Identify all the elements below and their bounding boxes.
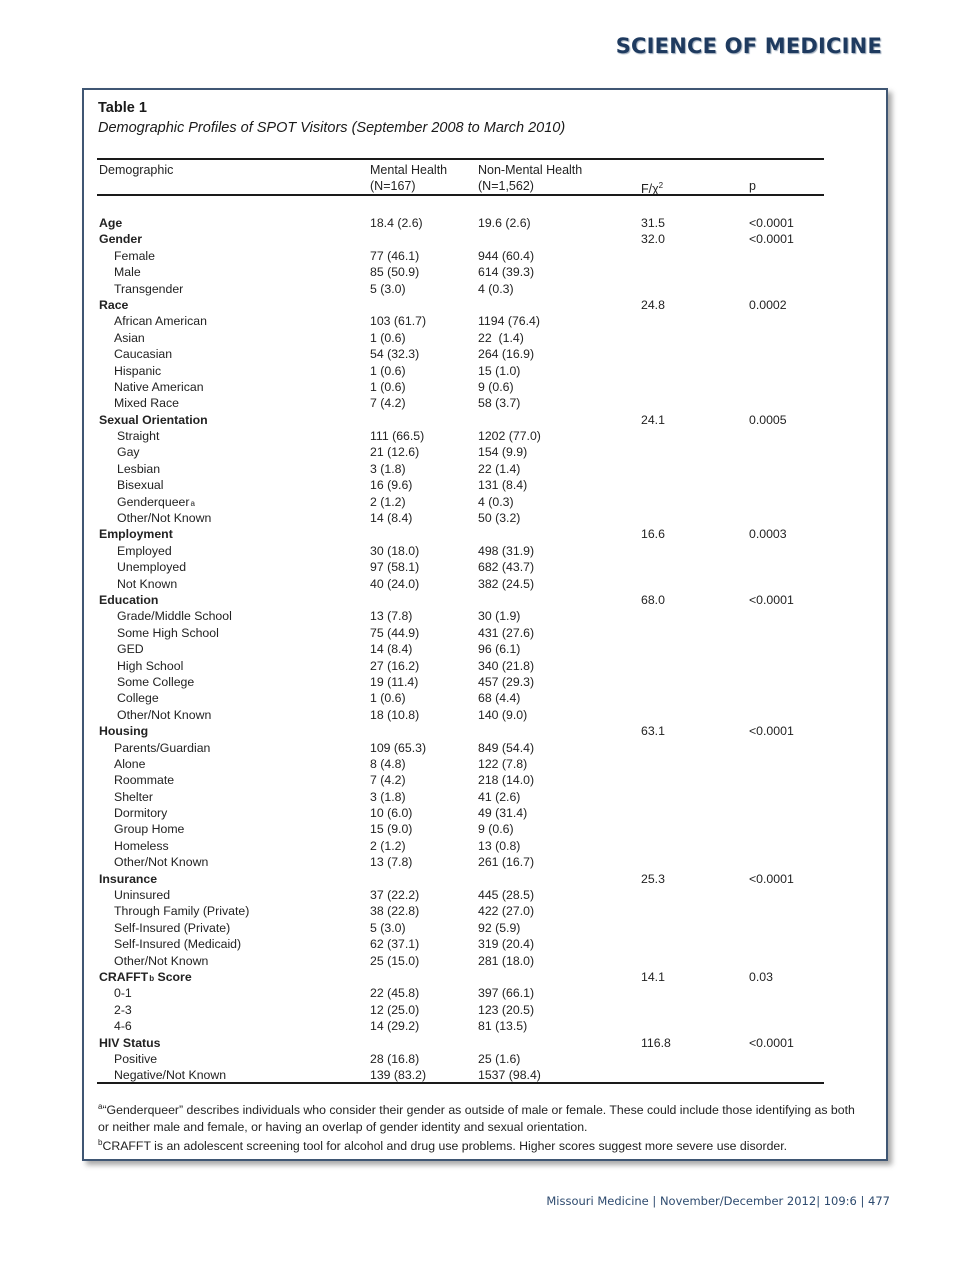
table-row	[84, 379, 886, 395]
cell-mental-health: 22 (45.8)	[370, 986, 420, 1001]
cell-non-mental-health: 4 (0.3)	[478, 494, 514, 509]
table-category-row	[84, 412, 886, 428]
table-subtitle: Demographic Profiles of SPOT Visitors (September 2008 to March 2010)	[98, 120, 566, 136]
table-body	[84, 215, 886, 1084]
row-label	[117, 428, 159, 444]
row-label	[117, 477, 163, 493]
footnote-a-text: “Genderqueer” describes individuals who consider their gender as outside of male or female. These could include those identifying as both or neither male and female, or having an overlap of gender identity and sexual orientation.	[98, 1103, 855, 1134]
cell-mental-health: 97 (58.1)	[370, 560, 420, 575]
footnote-a	[98, 1099, 868, 1135]
cell-non-mental-health: 30 (1.9)	[478, 609, 521, 624]
row-label-text: African American	[114, 314, 207, 329]
row-label	[114, 379, 204, 395]
row-label-text: Gender	[99, 232, 143, 247]
cell-f-chi: 31.5	[641, 216, 665, 230]
cell-p-value: <0.0001	[749, 232, 794, 247]
row-label-text: Age	[99, 216, 123, 230]
table-row	[84, 690, 886, 706]
row-label-text: Transgender	[114, 281, 184, 296]
row-label	[99, 592, 158, 608]
cell-non-mental-health: 498 (31.9)	[478, 543, 535, 558]
cell-f-chi: 24.1	[641, 412, 665, 427]
cell-non-mental-health: 382 (24.5)	[478, 576, 535, 591]
cell-p-value: <0.0001	[749, 592, 794, 607]
row-label-text: Other/Not Known	[117, 707, 212, 722]
row-label	[114, 920, 230, 936]
cell-mental-health: 109 (65.3)	[370, 740, 427, 755]
cell-mental-health: 25 (15.0)	[370, 953, 420, 968]
table-row	[84, 789, 886, 805]
table-row	[84, 985, 886, 1001]
cell-non-mental-health: 264 (16.9)	[478, 347, 535, 362]
cell-mental-health: 13 (7.8)	[370, 855, 413, 870]
cell-p-value: <0.0001	[749, 724, 794, 739]
row-label-text: Employment	[99, 527, 173, 542]
column-header-mental-health: Mental Health	[370, 163, 448, 177]
row-label	[117, 641, 144, 657]
cell-mental-health: 1 (0.6)	[370, 330, 406, 345]
row-label	[114, 903, 249, 919]
table-row	[84, 903, 886, 919]
cell-mental-health: 21 (12.6)	[370, 445, 420, 460]
footnote-a-marker: a	[98, 1102, 103, 1111]
table-row	[84, 1002, 886, 1018]
cell-non-mental-health: 849 (54.4)	[478, 740, 535, 755]
row-label	[114, 789, 153, 805]
cell-f-chi: 32.0	[641, 232, 665, 247]
row-label	[114, 740, 210, 756]
table-category-row	[84, 871, 886, 887]
row-label-text: GED	[117, 642, 144, 657]
table-row	[84, 854, 886, 870]
row-label-text: Group Home	[114, 822, 185, 837]
table-row	[84, 1018, 886, 1034]
cell-mental-health: 13 (7.8)	[370, 609, 413, 624]
row-label	[114, 756, 145, 772]
cell-mental-health: 139 (83.2)	[370, 1068, 427, 1083]
row-label-text: Not Known	[117, 576, 178, 591]
row-label	[117, 608, 232, 624]
row-label	[99, 215, 122, 231]
column-header-demographic: Demographic	[99, 163, 174, 177]
cell-mental-health: 3 (1.8)	[370, 461, 406, 476]
table-row	[84, 608, 886, 624]
row-label	[99, 297, 128, 313]
row-label-text: Asian	[114, 330, 145, 345]
cell-mental-health: 18 (10.8)	[370, 707, 420, 722]
table-row	[84, 658, 886, 674]
cell-p-value: <0.0001	[749, 216, 794, 230]
table-row	[84, 477, 886, 493]
row-label-text: Negative/Not Known	[114, 1068, 227, 1083]
cell-non-mental-health: 123 (20.5)	[478, 1002, 535, 1017]
footnote-b-marker: b	[98, 1137, 103, 1147]
cell-non-mental-health: 457 (29.3)	[478, 674, 535, 689]
row-label	[117, 461, 160, 477]
row-label	[114, 772, 174, 788]
cell-mental-health: 7 (4.2)	[370, 396, 406, 411]
row-label	[117, 658, 183, 674]
cell-non-mental-health: 96 (6.1)	[478, 642, 521, 657]
table-row	[84, 461, 886, 477]
section-header: SCIENCE OF MEDICINE	[615, 34, 882, 58]
row-label	[114, 281, 183, 297]
table-row	[84, 330, 886, 346]
table-row	[84, 576, 886, 592]
cell-non-mental-health: 25 (1.6)	[478, 1051, 521, 1066]
row-label-text: Homeless	[114, 838, 169, 853]
footnotes	[98, 1099, 868, 1154]
row-label-text: Sexual Orientation	[99, 412, 208, 427]
row-label-text: Unemployed	[117, 560, 187, 575]
row-label-text: Other/Not Known	[114, 953, 209, 968]
table-row	[84, 1051, 886, 1067]
cell-non-mental-health: 15 (1.0)	[478, 363, 521, 378]
table-row	[84, 936, 886, 952]
cell-p-value: 0.03	[749, 969, 773, 984]
row-label-text: Bisexual	[117, 478, 164, 493]
cell-non-mental-health: 614 (39.3)	[478, 265, 535, 280]
row-label-text: Grade/Middle School	[117, 609, 232, 624]
row-label-text: Through Family (Private)	[114, 904, 250, 919]
cell-non-mental-health: 9 (0.6)	[478, 822, 514, 837]
row-label	[117, 559, 186, 575]
row-label-text: Other/Not Known	[117, 511, 212, 526]
column-header-p: p	[749, 179, 756, 193]
row-label-text: Positive	[114, 1051, 158, 1066]
row-label-text: Other/Not Known	[114, 855, 209, 870]
cell-non-mental-health: 58 (3.7)	[478, 396, 521, 411]
table-row	[84, 248, 886, 264]
row-label	[99, 526, 173, 542]
row-label-text: Male	[114, 265, 141, 280]
row-label-text: Mixed Race	[114, 396, 179, 411]
cell-mental-health: 7 (4.2)	[370, 773, 406, 788]
cell-non-mental-health: 4 (0.3)	[478, 281, 514, 296]
row-label-suffix: Score	[154, 969, 192, 984]
row-label-text: Uninsured	[114, 888, 171, 903]
table-row	[84, 559, 886, 575]
row-label-text: Native American	[114, 379, 204, 394]
row-label-text: Race	[99, 297, 129, 312]
row-label	[114, 313, 207, 329]
row-label-text: Dormitory	[114, 806, 168, 821]
table-row	[84, 887, 886, 903]
row-label	[114, 1002, 132, 1018]
cell-p-value: <0.0001	[749, 871, 794, 886]
cell-non-mental-health: 218 (14.0)	[478, 773, 535, 788]
row-label-text: HIV Status	[99, 1035, 161, 1050]
footnote-marker: b	[149, 973, 155, 983]
cell-p-value: 0.0005	[749, 412, 787, 427]
table-header-rule	[97, 194, 824, 196]
row-label-text: Roommate	[114, 773, 175, 788]
cell-mental-health: 77 (46.1)	[370, 248, 420, 263]
table-row	[84, 707, 886, 723]
table-row	[84, 428, 886, 444]
cell-non-mental-health: 13 (0.8)	[478, 838, 521, 853]
table-row	[84, 772, 886, 788]
row-label-text: Straight	[117, 429, 160, 444]
column-header-mental-health-n: (N=167)	[370, 179, 416, 193]
row-label	[114, 838, 169, 854]
table-category-row	[84, 231, 886, 247]
cell-non-mental-health: 131 (8.4)	[478, 478, 528, 493]
row-label	[114, 1018, 132, 1034]
cell-mental-health: 37 (22.2)	[370, 888, 420, 903]
cell-p-value: 0.0003	[749, 527, 787, 542]
table-row	[84, 313, 886, 329]
cell-non-mental-health: 682 (43.7)	[478, 560, 535, 575]
cell-mental-health: 75 (44.9)	[370, 625, 420, 640]
footnote-b	[98, 1135, 868, 1155]
table-category-row	[84, 297, 886, 313]
cell-mental-health: 2 (1.2)	[370, 838, 406, 853]
table-row	[84, 953, 886, 969]
row-label-text: CRAFFT	[99, 969, 149, 984]
cell-non-mental-health: 9 (0.6)	[478, 379, 514, 394]
cell-mental-health: 10 (6.0)	[370, 806, 413, 821]
row-label	[114, 887, 170, 903]
cell-non-mental-health: 140 (9.0)	[478, 707, 528, 722]
cell-f-chi: 14.1	[641, 969, 665, 984]
row-label-text: Insurance	[99, 871, 158, 886]
table-row	[84, 821, 886, 837]
cell-mental-health: 1 (0.6)	[370, 691, 406, 706]
cell-non-mental-health: 1202 (77.0)	[478, 429, 541, 444]
row-label	[114, 248, 155, 264]
cell-mental-health: 18.4 (2.6)	[370, 216, 423, 230]
row-label	[114, 363, 161, 379]
row-label	[117, 444, 140, 460]
cell-non-mental-health: 319 (20.4)	[478, 937, 535, 952]
table-category-row	[84, 723, 886, 739]
cell-non-mental-health: 19.6 (2.6)	[478, 216, 531, 230]
table-row	[84, 363, 886, 379]
cell-f-chi: 24.8	[641, 297, 665, 312]
row-label	[117, 510, 211, 526]
row-label	[99, 723, 148, 739]
cell-mental-health: 1 (0.6)	[370, 379, 406, 394]
row-label-text: High School	[117, 658, 184, 673]
table-row	[84, 395, 886, 411]
table-row	[84, 281, 886, 297]
cell-non-mental-health: 22 (1.4)	[478, 330, 524, 345]
row-label	[114, 985, 132, 1001]
table-category-row	[84, 526, 886, 542]
row-label-text: Lesbian	[117, 461, 161, 476]
table-row	[84, 920, 886, 936]
table-category-row	[84, 1035, 886, 1051]
table-row	[84, 740, 886, 756]
row-label-text: Hispanic	[114, 363, 162, 378]
cell-mental-health: 103 (61.7)	[370, 314, 427, 329]
row-label	[114, 330, 145, 346]
cell-f-chi: 116.8	[641, 1035, 671, 1050]
row-label	[99, 231, 142, 247]
row-label	[114, 805, 167, 821]
cell-non-mental-health: 445 (28.5)	[478, 888, 535, 903]
table-container	[82, 88, 888, 1161]
row-label-text: Shelter	[114, 789, 153, 804]
cell-non-mental-health: 397 (66.1)	[478, 986, 535, 1001]
cell-f-chi: 68.0	[641, 592, 665, 607]
cell-non-mental-health: 154 (9.9)	[478, 445, 528, 460]
row-label-text: Self-Insured (Medicaid)	[114, 937, 242, 952]
table-row	[84, 494, 886, 510]
cell-non-mental-health: 944 (60.4)	[478, 248, 535, 263]
row-label	[117, 674, 194, 690]
row-label	[117, 625, 219, 641]
table-category-row	[84, 592, 886, 608]
row-label-text: Self-Insured (Private)	[114, 920, 231, 935]
cell-f-chi: 16.6	[641, 527, 665, 542]
row-label	[99, 871, 157, 887]
cell-f-chi: 25.3	[641, 871, 665, 886]
row-label	[114, 936, 241, 952]
table-row	[84, 510, 886, 526]
cell-non-mental-health: 340 (21.8)	[478, 658, 535, 673]
cell-mental-health: 1 (0.6)	[370, 363, 406, 378]
table-row	[84, 444, 886, 460]
row-label-text: Caucasian	[114, 347, 173, 362]
cell-non-mental-health: 431 (27.6)	[478, 625, 535, 640]
cell-non-mental-health: 122 (7.8)	[478, 756, 528, 771]
column-header-non-mental-health-n: (N=1,562)	[478, 179, 534, 193]
cell-mental-health: 5 (3.0)	[370, 281, 406, 296]
table-row	[84, 543, 886, 559]
cell-non-mental-health: 81 (13.5)	[478, 1019, 528, 1034]
row-label	[117, 690, 159, 706]
cell-non-mental-health: 41 (2.6)	[478, 789, 521, 804]
row-label	[114, 395, 179, 411]
cell-mental-health: 5 (3.0)	[370, 920, 406, 935]
table-row	[84, 805, 886, 821]
cell-mental-health: 16 (9.6)	[370, 478, 413, 493]
table-category-row	[84, 969, 886, 985]
cell-non-mental-health: 50 (3.2)	[478, 511, 521, 526]
row-label-text: Gay	[117, 445, 140, 460]
cell-mental-health: 40 (24.0)	[370, 576, 420, 591]
f-chi-superscript: 2	[658, 181, 664, 190]
cell-mental-health: 12 (25.0)	[370, 1002, 420, 1017]
cell-non-mental-health: 49 (31.4)	[478, 806, 528, 821]
row-label	[99, 412, 208, 428]
table-bottom-rule	[97, 1082, 824, 1084]
row-label	[114, 264, 141, 280]
cell-p-value: <0.0001	[749, 1035, 794, 1050]
cell-mental-health: 14 (29.2)	[370, 1019, 420, 1034]
cell-non-mental-health: 261 (16.7)	[478, 855, 535, 870]
row-label	[117, 576, 177, 592]
cell-mental-health: 28 (16.8)	[370, 1051, 420, 1066]
cell-non-mental-health: 1537 (98.4)	[478, 1068, 541, 1083]
column-header-non-mental-health: Non-Mental Health	[478, 163, 583, 177]
table-row	[84, 625, 886, 641]
cell-non-mental-health: 281 (18.0)	[478, 953, 535, 968]
row-label-text: Housing	[99, 724, 149, 739]
row-label-text: Female	[114, 248, 156, 263]
cell-mental-health: 30 (18.0)	[370, 543, 420, 558]
row-label-text: Genderqueer	[117, 494, 190, 509]
cell-non-mental-health: 1194 (76.4)	[478, 314, 540, 329]
cell-mental-health: 14 (8.4)	[370, 642, 413, 657]
row-label-text: College	[117, 691, 159, 706]
cell-non-mental-health: 22 (1.4)	[478, 461, 521, 476]
table-row	[84, 264, 886, 280]
row-label-text: 2-3	[114, 1002, 132, 1017]
cell-mental-health: 8 (4.8)	[370, 756, 406, 771]
row-label	[117, 707, 211, 723]
row-label-text: 0-1	[114, 986, 132, 1001]
row-label	[117, 543, 172, 559]
cell-non-mental-health: 422 (27.0)	[478, 904, 535, 919]
footnote-b-text: CRAFFT is an adolescent screening tool for alcohol and drug use problems. Higher scores suggest more severe use disorder.	[102, 1139, 788, 1153]
row-label-text: Some College	[117, 674, 195, 689]
cell-mental-health: 15 (9.0)	[370, 822, 413, 837]
row-label-text: Some High School	[117, 625, 219, 640]
cell-mental-health: 27 (16.2)	[370, 658, 420, 673]
cell-mental-health: 3 (1.8)	[370, 789, 406, 804]
cell-mental-health: 38 (22.8)	[370, 904, 420, 919]
cell-f-chi: 63.1	[641, 724, 665, 739]
cell-mental-health: 111 (66.5)	[370, 429, 425, 444]
row-label-text: Parents/Guardian	[114, 740, 211, 755]
cell-mental-health: 14 (8.4)	[370, 511, 413, 526]
row-label	[114, 346, 172, 362]
table-row	[84, 641, 886, 657]
row-label	[114, 821, 184, 837]
cell-mental-health: 2 (1.2)	[370, 494, 406, 509]
row-label	[99, 1035, 161, 1051]
f-chi-label: F/χ	[641, 182, 659, 197]
table-row	[84, 756, 886, 772]
cell-non-mental-health: 92 (5.9)	[478, 920, 521, 935]
cell-mental-health: 62 (37.1)	[370, 937, 420, 952]
page-footer-citation: Missouri Medicine | November/December 2012| 109:6 | 477	[546, 1194, 890, 1208]
table-row	[84, 838, 886, 854]
cell-non-mental-health: 68 (4.4)	[478, 691, 521, 706]
cell-mental-health: 85 (50.9)	[370, 265, 420, 280]
table-top-rule	[97, 158, 824, 160]
cell-mental-health: 19 (11.4)	[370, 674, 419, 689]
table-row	[84, 346, 886, 362]
row-label-text: 4-6	[114, 1019, 132, 1034]
row-label-text: Employed	[117, 543, 172, 558]
row-label-text: Education	[99, 592, 159, 607]
footnote-marker: a	[190, 498, 195, 508]
table-category-row	[84, 215, 886, 231]
table-title: Table 1	[98, 100, 147, 116]
table-row	[84, 674, 886, 690]
row-label	[114, 854, 208, 870]
row-label-text: Alone	[114, 756, 146, 771]
cell-mental-health: 54 (32.3)	[370, 347, 420, 362]
row-label	[114, 953, 208, 969]
cell-p-value: 0.0002	[749, 297, 787, 312]
row-label	[114, 1051, 157, 1067]
